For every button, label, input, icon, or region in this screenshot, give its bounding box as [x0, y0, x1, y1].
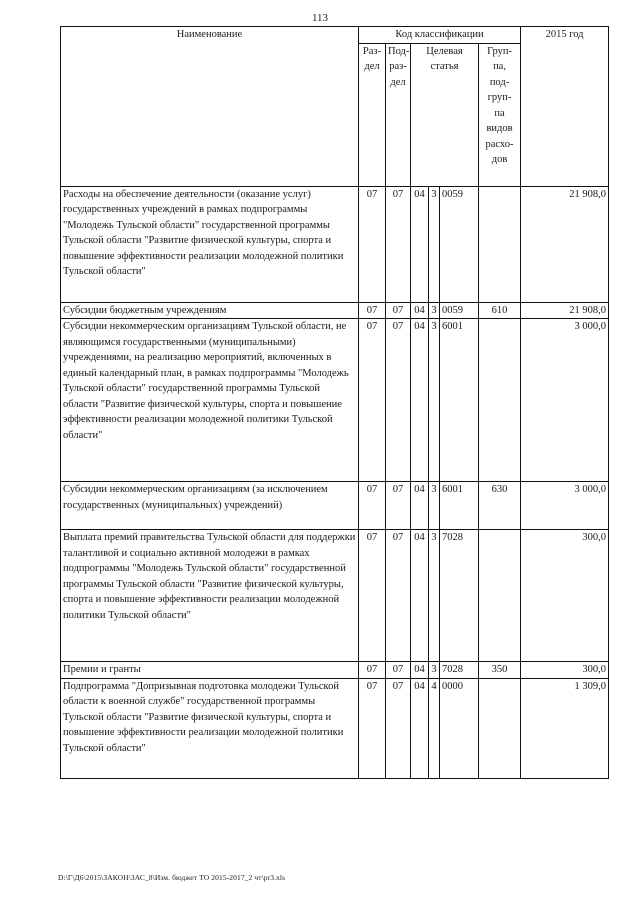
row-target-subprogram: 4	[429, 678, 440, 778]
row-name: Премии и гранты	[61, 662, 359, 679]
header-expense-group: Груп- па, под- груп- па видов расхо- дов	[479, 43, 521, 186]
row-target-program: 04	[411, 678, 429, 778]
row-amount: 21 908,0	[521, 302, 609, 319]
row-target-program: 04	[411, 662, 429, 679]
table-header	[61, 27, 609, 187]
header-name: Наименование	[61, 27, 359, 187]
row-section: 07	[359, 186, 386, 302]
row-target-subprogram: 3	[429, 662, 440, 679]
row-amount: 300,0	[521, 662, 609, 679]
header-section: Раз- дел	[359, 43, 386, 186]
header-year: 2015 год	[521, 27, 609, 187]
table-row	[61, 482, 609, 530]
row-subsection: 07	[386, 530, 411, 662]
row-target-subprogram: 3	[429, 482, 440, 530]
row-section: 07	[359, 530, 386, 662]
row-target-program: 04	[411, 319, 429, 482]
row-expense-group	[479, 678, 521, 778]
table-row	[61, 302, 609, 319]
row-target-subprogram: 3	[429, 186, 440, 302]
row-name: Субсидии бюджетным учреждениям	[61, 302, 359, 319]
row-section: 07	[359, 302, 386, 319]
row-target-direction: 7028	[440, 662, 479, 679]
row-target-direction: 0000	[440, 678, 479, 778]
row-name: Расходы на обеспечение деятельности (оказание услуг) государственных учреждений в рамках подпрограммы "Молодежь Тульской области" государственной программы Тульской области "Развитие физической культуры, спорта и повышение эффективности реализации молодежной политики Тульской области"	[61, 186, 359, 302]
page-number: 113	[311, 12, 329, 24]
row-section: 07	[359, 678, 386, 778]
header-target-item: Целевая статья	[411, 43, 479, 186]
row-expense-group	[479, 186, 521, 302]
table-row	[61, 319, 609, 482]
row-section: 07	[359, 319, 386, 482]
row-target-direction: 6001	[440, 482, 479, 530]
footer-file-path: D:\Г\Д6\2015\ЗАКОН\ЗАС_8\Изм. бюджет ТО 2015-2017_2 чт\pr3.xls	[58, 873, 286, 882]
header-subsection: Под- раз- дел	[386, 43, 411, 186]
row-expense-group: 350	[479, 662, 521, 679]
table-row	[61, 186, 609, 302]
row-section: 07	[359, 662, 386, 679]
row-target-program: 04	[411, 530, 429, 662]
row-subsection: 07	[386, 302, 411, 319]
row-name: Субсидии некоммерческим организациям (за исключением государственных (муниципальных) учреждений)	[61, 482, 359, 530]
row-expense-group: 630	[479, 482, 521, 530]
row-target-program: 04	[411, 186, 429, 302]
row-target-subprogram: 3	[429, 530, 440, 662]
row-target-program: 04	[411, 302, 429, 319]
row-amount: 3 000,0	[521, 319, 609, 482]
row-amount: 3 000,0	[521, 482, 609, 530]
row-target-direction: 0059	[440, 186, 479, 302]
table-row	[61, 678, 609, 778]
row-target-program: 04	[411, 482, 429, 530]
row-section: 07	[359, 482, 386, 530]
row-amount: 300,0	[521, 530, 609, 662]
row-subsection: 07	[386, 319, 411, 482]
row-subsection: 07	[386, 678, 411, 778]
row-name: Выплата премий правительства Тульской области для поддержки талантливой и социально активной молодежи в рамках подпрограммы "Молодежь Тульской области" государственной программы Тульской области "Развитие физической культуры, спорта и повышение эффективности реализации молодежной политики Тульской области"	[61, 530, 359, 662]
row-subsection: 07	[386, 186, 411, 302]
table-row	[61, 662, 609, 679]
table-row	[61, 530, 609, 662]
row-target-subprogram: 3	[429, 302, 440, 319]
row-target-direction: 6001	[440, 319, 479, 482]
header-classification-code: Код классификации	[359, 27, 521, 44]
budget-table	[60, 26, 609, 779]
row-expense-group	[479, 530, 521, 662]
row-target-direction: 7028	[440, 530, 479, 662]
row-target-direction: 0059	[440, 302, 479, 319]
row-expense-group	[479, 319, 521, 482]
row-name: Подпрограмма "Допризывная подготовка молодежи Тульской области к военной службе" государственной программы Тульской области "Развитие физической культуры, спорта и повышение эффективности реализации молодежной политики Тульской области"	[61, 678, 359, 778]
row-amount: 1 309,0	[521, 678, 609, 778]
row-subsection: 07	[386, 482, 411, 530]
row-name: Субсидии некоммерческим организациям Тульской области, не являющимся государственными (муниципальными) учреждениями, на реализацию мероприятий, включенных в единый календарный план, в рамках подпрограммы "Молодежь Тульской области" государственной программы Тульской области "Развитие физической культуры, спорта и повышение эффективности реализации молодежной политики Тульской области"	[61, 319, 359, 482]
row-amount: 21 908,0	[521, 186, 609, 302]
row-subsection: 07	[386, 662, 411, 679]
row-target-subprogram: 3	[429, 319, 440, 482]
row-expense-group: 610	[479, 302, 521, 319]
